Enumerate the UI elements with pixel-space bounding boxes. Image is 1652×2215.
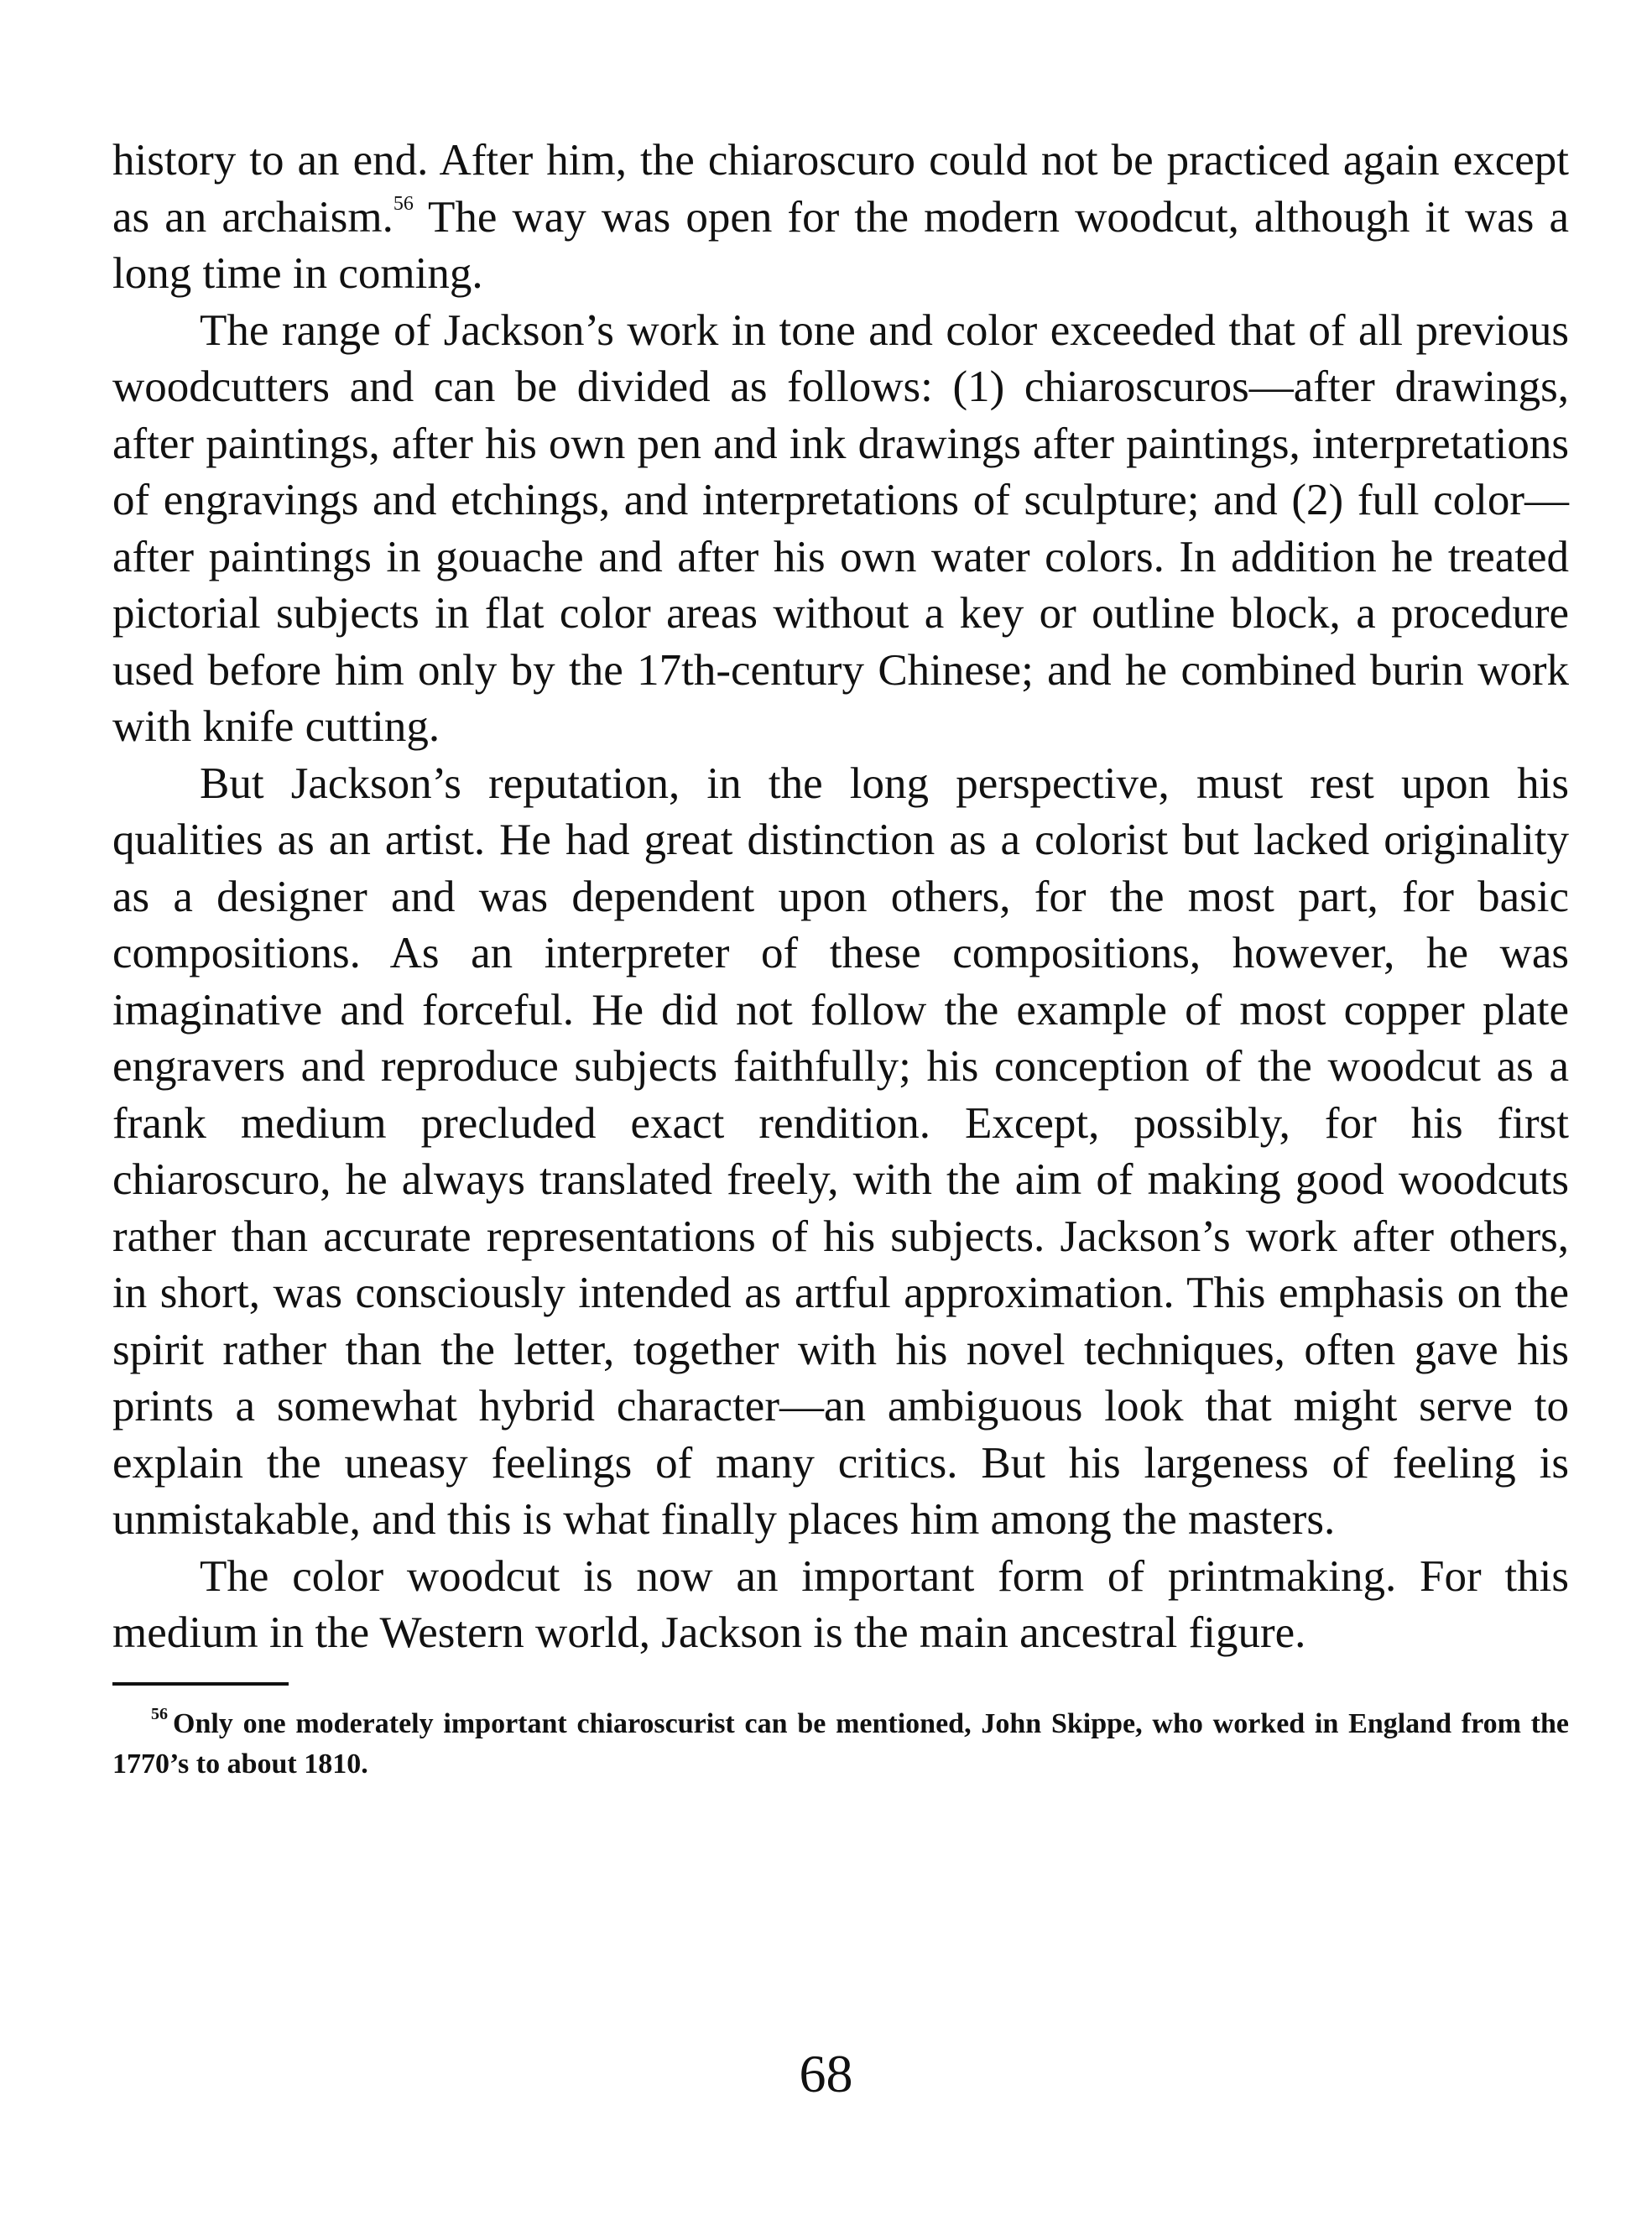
footnote-reference-56: 56 [393, 192, 414, 215]
footnote-text: Only one moderately important chiaroscurist can be mentioned, John Skippe, who worked in England from the 1770’s to about 1810. [112, 1707, 1569, 1780]
footnote-56 [112, 1704, 1569, 1785]
page-body [112, 133, 1569, 1785]
footnote-number: 56 [151, 1704, 168, 1723]
footnote-divider [112, 1682, 289, 1686]
paragraph-1-text-a: history to an end. After him, the chiaroscuro could not be practiced again except as an archaism. [112, 136, 1569, 242]
paragraph-4: The color woodcut is now an important form of printmaking. For this medium in the Western world, Jackson is the main ancestral figure. [112, 1551, 1569, 1657]
paragraph-1-text-b: The way was open for the modern woodcut, although it was a long time in coming. [112, 192, 1569, 298]
paragraph-2: The range of Jackson’s work in tone and color exceeded that of all previous woodcutters and can be divided as follows: (1) chiaroscuros—after drawings, after paintings, after his own pen and ink drawings after paintings, interpretations of engravings and etchings, and interpretations of sculpture; and (2) full color—after paintings in gouache and after his own water colors. In addition he treated pictorial subjects in flat color areas without a key or outline block, a procedure used before him only by the 17th-century Chinese; and he combined burin work with knife cutting. [112, 305, 1569, 751]
page-number: 68 [799, 2044, 853, 2103]
paragraph-1 [112, 133, 1569, 303]
paragraph-3: But Jackson’s reputation, in the long perspective, must rest upon his qualities as an artist. He had great distinction as a colorist but lacked originality as a designer and was dependent upon others, for the most part, for basic compositions. As an interpreter of these compositions, however, he was imaginative and forceful. He did not follow the example of most copper plate engravers and reproduce subjects faithfully; his conception of the woodcut as a frank medium precluded exact rendition. Except, possibly, for his first chiaroscuro, he always translated freely, with the aim of making good woodcuts rather than accurate representations of his subjects. Jackson’s work after others, in short, was consciously intended as artful approximation. This emphasis on the spirit rather than the letter, together with his novel techniques, often gave his prints a somewhat hybrid character—an ambiguous look that might serve to explain the uneasy feelings of many critics. But his largeness of feeling is unmistakable, and this is what finally places him among the masters. [112, 758, 1569, 1544]
